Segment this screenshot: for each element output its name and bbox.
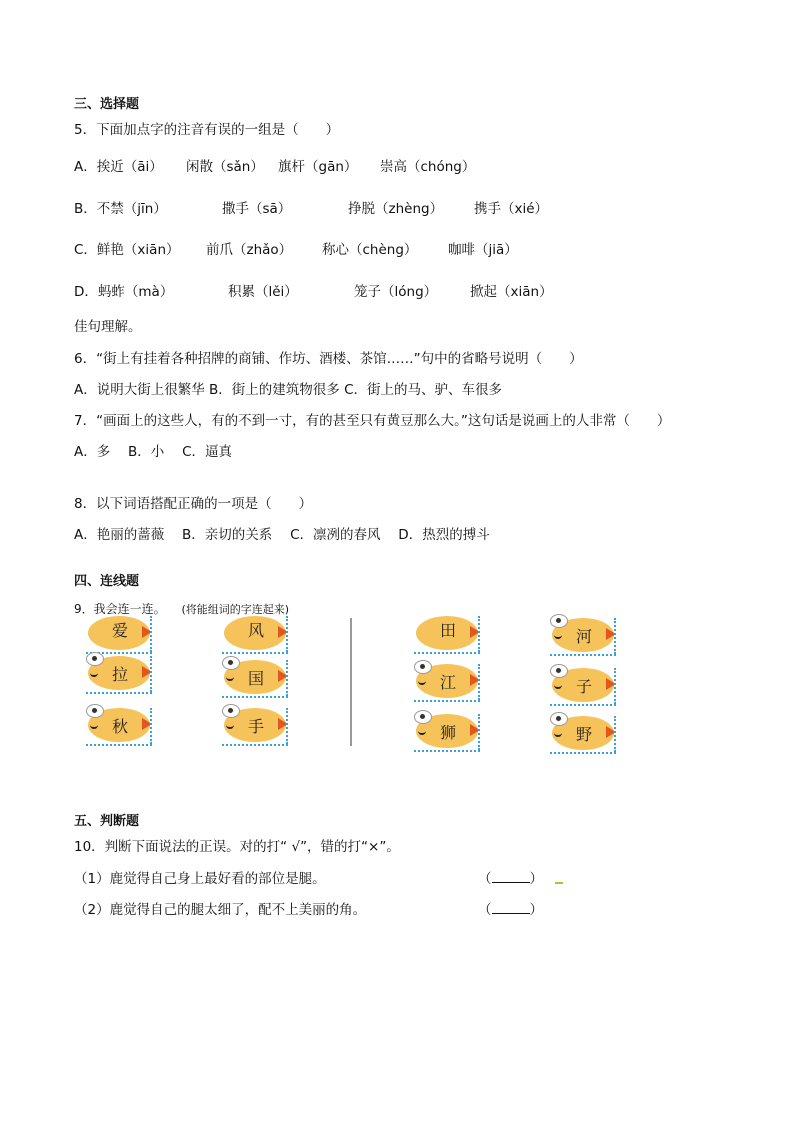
bird-eye-icon bbox=[86, 652, 104, 666]
bird-card[interactable] bbox=[414, 660, 484, 704]
bird-pupil bbox=[228, 708, 233, 713]
q5-option-c-3: 称心（chèng） bbox=[322, 242, 418, 258]
q9-stem-text: 9．我会连一连。 bbox=[74, 602, 166, 616]
bird-card[interactable] bbox=[86, 652, 156, 696]
dotted-border bbox=[222, 652, 288, 654]
bird-card[interactable] bbox=[86, 612, 156, 656]
bird-pupil bbox=[556, 618, 561, 623]
bird-card[interactable] bbox=[222, 656, 292, 700]
green-marker bbox=[555, 882, 563, 884]
bird-eye-icon bbox=[222, 656, 240, 670]
dotted-border bbox=[550, 752, 616, 754]
q5-option-d-2: 积累（lěi） bbox=[228, 284, 298, 300]
q5-option-a-4: 崇高（chóng） bbox=[380, 159, 476, 175]
bird-pupil bbox=[92, 656, 97, 661]
answer-blank[interactable] bbox=[492, 870, 530, 883]
paren-open: （ bbox=[478, 902, 492, 918]
paren-open: （ bbox=[478, 871, 492, 887]
dotted-border bbox=[150, 616, 152, 652]
dotted-border bbox=[286, 660, 288, 696]
bird-character: 爱 bbox=[111, 621, 128, 640]
bird-pupil bbox=[420, 714, 425, 719]
dotted-border bbox=[286, 616, 288, 652]
bird-eye-icon bbox=[222, 704, 240, 718]
q5-option-b-4: 携手（xié） bbox=[474, 201, 549, 217]
matching-divider bbox=[350, 618, 352, 746]
q10-answer-2[interactable] bbox=[478, 901, 543, 919]
dotted-border bbox=[150, 656, 152, 692]
bird-card[interactable] bbox=[414, 710, 484, 754]
bird-character: 狮 bbox=[439, 723, 456, 742]
section4-title: 四、连线题 bbox=[74, 574, 140, 589]
dotted-border bbox=[614, 668, 616, 704]
subheading-sentence-understanding: 佳句理解。 bbox=[74, 319, 142, 335]
bird-eye-icon bbox=[414, 710, 432, 724]
dotted-border bbox=[414, 652, 480, 654]
bird-character: 手 bbox=[247, 717, 264, 736]
bird-eye-icon bbox=[550, 614, 568, 628]
q5-option-d-3: 笼子（lóng） bbox=[354, 284, 438, 300]
dotted-border bbox=[550, 704, 616, 706]
dotted-border bbox=[414, 700, 480, 702]
q5-option-b-2: 撒手（sā） bbox=[222, 201, 292, 217]
section5-title: 五、判断题 bbox=[74, 814, 140, 829]
dotted-border bbox=[414, 750, 480, 752]
dotted-border bbox=[478, 664, 480, 700]
bird-card[interactable] bbox=[414, 612, 484, 656]
bird-pupil bbox=[228, 660, 233, 665]
q10-item-1: （1）鹿觉得自己身上最好看的部位是腿。 bbox=[74, 871, 326, 887]
bird-eye-icon bbox=[86, 704, 104, 718]
q10-stem: 10．判断下面说法的正误。对的打“ √”，错的打“×”。 bbox=[74, 839, 400, 855]
bird-character: 野 bbox=[575, 725, 592, 744]
q8-options: A．艳丽的蔷薇 B．亲切的关系 C．凛冽的春风 D．热烈的搏斗 bbox=[74, 527, 490, 543]
dotted-border bbox=[286, 708, 288, 744]
bird-character: 国 bbox=[247, 669, 264, 688]
dotted-border bbox=[478, 616, 480, 652]
q5-option-a-2: 闲散（sǎn） bbox=[186, 159, 264, 175]
bird-character: 秋 bbox=[111, 717, 128, 736]
q5-stem: 5．下面加点字的注音有误的一组是（ ） bbox=[74, 122, 340, 138]
q9-note: (将能组词的字连起来) bbox=[181, 603, 290, 616]
dotted-border bbox=[222, 744, 288, 746]
section3-title: 三、选择题 bbox=[74, 97, 140, 112]
dotted-border bbox=[478, 714, 480, 750]
dotted-border bbox=[614, 618, 616, 654]
q7-stem: 7．“画面上的这些人，有的不到一寸，有的甚至只有黄豆那么大。”这句话是说画上的人非常（ ） bbox=[74, 413, 671, 429]
q5-option-b: B．不禁（jīn） bbox=[74, 201, 167, 217]
bird-eye-icon bbox=[550, 664, 568, 678]
bird-card[interactable] bbox=[550, 712, 620, 756]
bird-card[interactable] bbox=[550, 614, 620, 658]
dotted-border bbox=[550, 654, 616, 656]
bird-card[interactable] bbox=[550, 664, 620, 708]
q5-option-d-4: 掀起（xiān） bbox=[470, 284, 553, 300]
q5-option-b-3: 挣脱（zhèng） bbox=[348, 201, 444, 217]
q5-option-c-2: 前爪（zhǎo） bbox=[206, 242, 293, 258]
q6-options: A．说明大街上很繁华 B．街上的建筑物很多 C．街上的马、驴、车很多 bbox=[74, 382, 503, 398]
q6-stem: 6．“街上有挂着各种招牌的商铺、作坊、酒楼、茶馆……”句中的省略号说明（ ） bbox=[74, 351, 583, 367]
q5-option-a-3: 旗杆（gān） bbox=[278, 159, 358, 175]
dotted-border bbox=[150, 708, 152, 744]
bird-pupil bbox=[556, 668, 561, 673]
q5-option-c-4: 咖啡（jiā） bbox=[448, 242, 518, 258]
bird-card[interactable] bbox=[86, 704, 156, 748]
bird-character: 河 bbox=[575, 627, 592, 646]
bird-eye-icon bbox=[414, 660, 432, 674]
bird-pupil bbox=[420, 664, 425, 669]
q10-item-2: （2）鹿觉得自己的腿太细了，配不上美丽的角。 bbox=[74, 902, 367, 918]
dotted-border bbox=[614, 716, 616, 752]
q5-option-d: D．蚂蚱（mà） bbox=[74, 284, 174, 300]
q10-answer-1[interactable] bbox=[478, 870, 543, 888]
bird-eye-icon bbox=[550, 712, 568, 726]
q8-stem: 8．以下词语搭配正确的一项是（ ） bbox=[74, 496, 313, 512]
bird-character: 拉 bbox=[111, 665, 128, 684]
dotted-border bbox=[222, 696, 288, 698]
bird-character: 子 bbox=[575, 677, 592, 696]
q5-option-a: A．挨近（āi） bbox=[74, 159, 163, 175]
bird-character: 风 bbox=[247, 621, 264, 640]
bird-card[interactable] bbox=[222, 704, 292, 748]
bird-character: 江 bbox=[439, 673, 456, 692]
bird-card[interactable] bbox=[222, 612, 292, 656]
bird-pupil bbox=[92, 708, 97, 713]
bird-character: 田 bbox=[439, 621, 456, 640]
answer-blank[interactable] bbox=[492, 901, 530, 914]
bird-pupil bbox=[556, 716, 561, 721]
dotted-border bbox=[86, 692, 152, 694]
dotted-border bbox=[86, 744, 152, 746]
q7-options: A．多 B．小 C．逼真 bbox=[74, 444, 233, 460]
paren-close: ） bbox=[529, 871, 543, 887]
paren-close: ） bbox=[529, 902, 543, 918]
q5-option-c: C．鲜艳（xiān） bbox=[74, 242, 180, 258]
